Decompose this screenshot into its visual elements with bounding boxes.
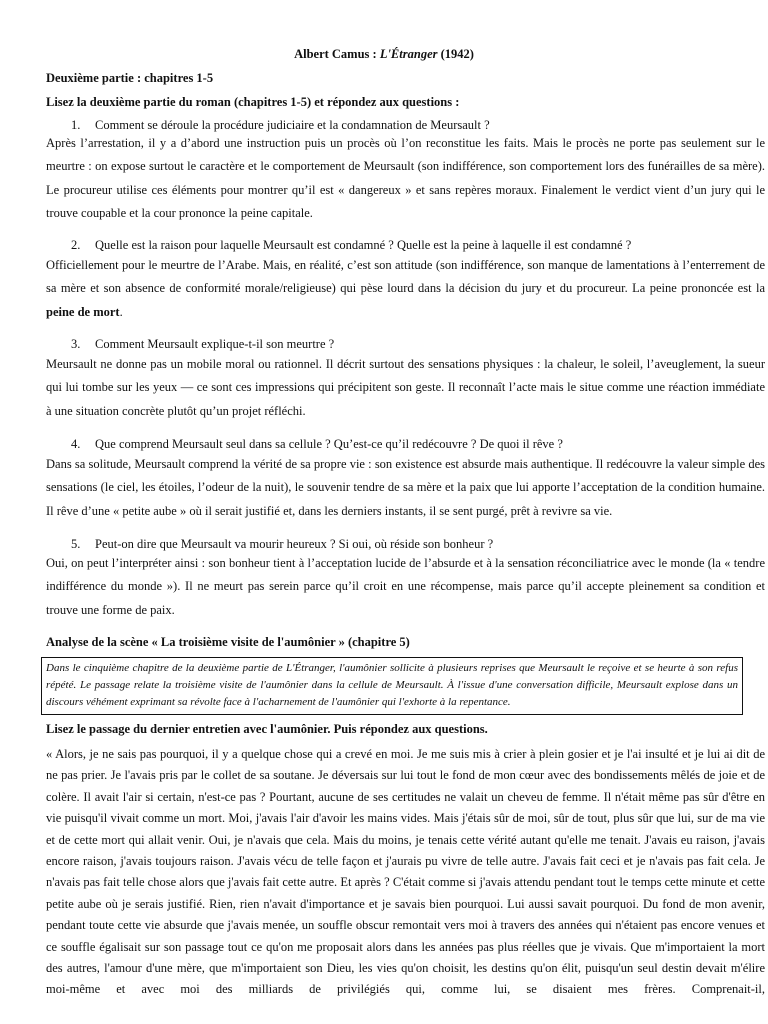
analysis-title: Analyse de la scène « La troisième visite de l'aumônier » (chapitre 5) [46,635,410,649]
question-number: 4. [71,437,81,451]
intro-box [41,657,743,715]
answer-text: Officiellement pour le meurtre de l’Arabe. Mais, en réalité, c’est son attitude (son indifférence, son manque de lamentations à l’enterrement de sa mère et son absence de conformité morale/religieuse) qui pèse lourd dans la décision du jury et du procureur. La peine prononcée est la [46,258,765,296]
question-number: 1. [71,118,81,132]
question-number: 5. [71,537,81,551]
question-text: Comment Meursault explique-t-il son meurtre ? [95,337,335,351]
question-text: Comment se déroule la procédure judiciaire et la condamnation de Meursault ? [95,118,490,132]
answer-4: Dans sa solitude, Meursault comprend la vérité de sa propre vie : son existence est absurde mais authentique. Il redécouvre la valeur simple des sensations (le ciel, les étoiles, l’odeur de la nuit), le souvenir tendre de sa mère et la paix que lui apporte l’acceptation de la condition humaine. Il rêve d’une « petite aube » où il serait justifié et, dans les derniers instants, il se sent purgé, prêt à revivre sa vie. [46,457,765,518]
answer-2 [46,254,765,324]
question-text: Quelle est la raison pour laquelle Meursault est condamné ? Quelle est la peine à laquelle il est condamné ? [95,238,632,252]
section-title: Deuxième partie : chapitres 1-5 [46,71,214,85]
question-text: Que comprend Meursault seul dans sa cellule ? Qu’est-ce qu’il redécouvre ? De quoi il rêve ? [95,437,563,451]
publication-year: (1942) [437,47,474,61]
answer-5: Oui, on peut l’interpréter ainsi : son bonheur tient à l’acceptation lucide de l’absurde et à la sensation réconciliatrice avec le monde (la « tendre indifférence du monde »). Il ne meurt pas serein parce qu’il croit en une récompense, mais parce qu’il accepte pleinement sa condition et trouve une forme de paix. [46,556,765,617]
question-1 [71,117,490,133]
author-name: Albert Camus : [294,47,380,61]
passage-instruction: Lisez le passage du dernier entretien avec l'aumônier. Puis répondez aux questions. [46,722,488,736]
intro-text: Dans le cinquième chapitre de la deuxième partie de L'Étranger, l'aumônier sollicite à plusieurs reprises que Meursault le reçoive et se heurte à son refus répété. Le passage relate la troisième visite de l'aumônier dans la cellule de Meursault. À l'issue d'une conversation difficile, Meursault explose dans un discours véhément exprimant sa révolte face à l'acharnement de l'aumônier qui l'exhorte à la repentance. [46,662,738,708]
instruction-text: Lisez la deuxième partie du roman (chapitres 1-5) et répondez aux questions : [46,95,460,109]
answer-emphasis: peine de mort [46,304,120,319]
question-text: Peut-on dire que Meursault va mourir heureux ? Si oui, où réside son bonheur ? [95,537,494,551]
question-3 [71,336,334,352]
answer-end: . [119,304,123,319]
question-5 [71,536,493,552]
question-4 [71,436,563,452]
answer-1: Après l’arrestation, il y a d’abord une instruction puis un procès où l’on reconstitue les faits. Mais le procès ne porte pas seulement sur le meurtre : on expose surtout le caractère et le comportement de Meursault (son indifférence, son comportement lors des funérailles de sa mère). Le procureur utilise ces éléments pour montrer qu’il est « dangereux » et sans repères moraux. Finalement le verdict vient d’un jury qui le trouve coupable et la cour prononce la peine capitale. [46,136,765,220]
document-title [0,46,768,62]
question-number: 2. [71,238,81,252]
passage-quote: « Alors, je ne sais pas pourquoi, il y a quelque chose qui a crevé en moi. Je me suis mis à crier à plein gosier et je l'ai insulté et je lui ai dit de ne pas prier. Je l'avais pris par le collet de sa soutane. Je déversais sur lui tout le fond de mon cœur avec des bondissements mêlés de joie et de colère. Il avait l'air si certain, n'est-ce pas ? Pourtant, aucune de ses certitudes ne valait un cheveu de femme. Il n'était même pas sûr d'être en vie puisqu'il vivait comme un mort. Moi, j'avais l'air d'avoir les mains vides. Mais j'étais sûr de moi, sûr de tout, plus sûr que lui, sur de ma vie et de cette mort qui allait venir. Oui, je n'avais que cela. Mais du moins, je tenais cette vérité autant qu'elle me tenait. J'avais eu raison, j'avais encore raison, j'avais toujours raison. J'avais vécu de telle façon et j'aurais pu vivre de telle autre. J'avais fait ceci et je n'avais pas fait cela. Je n'avais pas fait telle chose alors que j'avais fait cette autre. Et après ? C'était comme si j'avais attendu pendant tout le temps cette minute et cette petite aube où je serais justifié. Rien, rien n'avait d'importance et je savais bien pourquoi. Lui aussi savait pourquoi. Du fond de mon avenir, pendant toute cette vie absurde que j'avais menée, un souffle obscur remontait vers moi à travers des années qui n'étaient pas encore venues et ce souffle égalisait sur son passage tout ce qu'on me proposait alors dans les années pas plus réelles que je vivais. Que m'importaient la mort des autres, l'amour d'une mère, que m'importaient son Dieu, les vies qu'on choisit, les destins qu'on élit, puisqu'un seul destin devait m'élire moi-même et avec moi des milliards de privilégiés qui, comme lui, se disaient mes frères. Comprenait-il, [46,747,765,997]
book-title: L'Étranger [379,47,438,61]
question-number: 3. [71,337,81,351]
question-2 [71,237,631,253]
answer-3: Meursault ne donne pas un mobile moral ou rationnel. Il décrit surtout des sensations physiques : la chaleur, le soleil, l’aveuglement, la sueur qui lui tombe sur les yeux — ce sont ces impressions qui précipitent son geste. Il reconnaît l’acte mais le situe comme une réaction immédiate à une situation concrète plutôt qu’un projet réfléchi. [46,357,765,418]
